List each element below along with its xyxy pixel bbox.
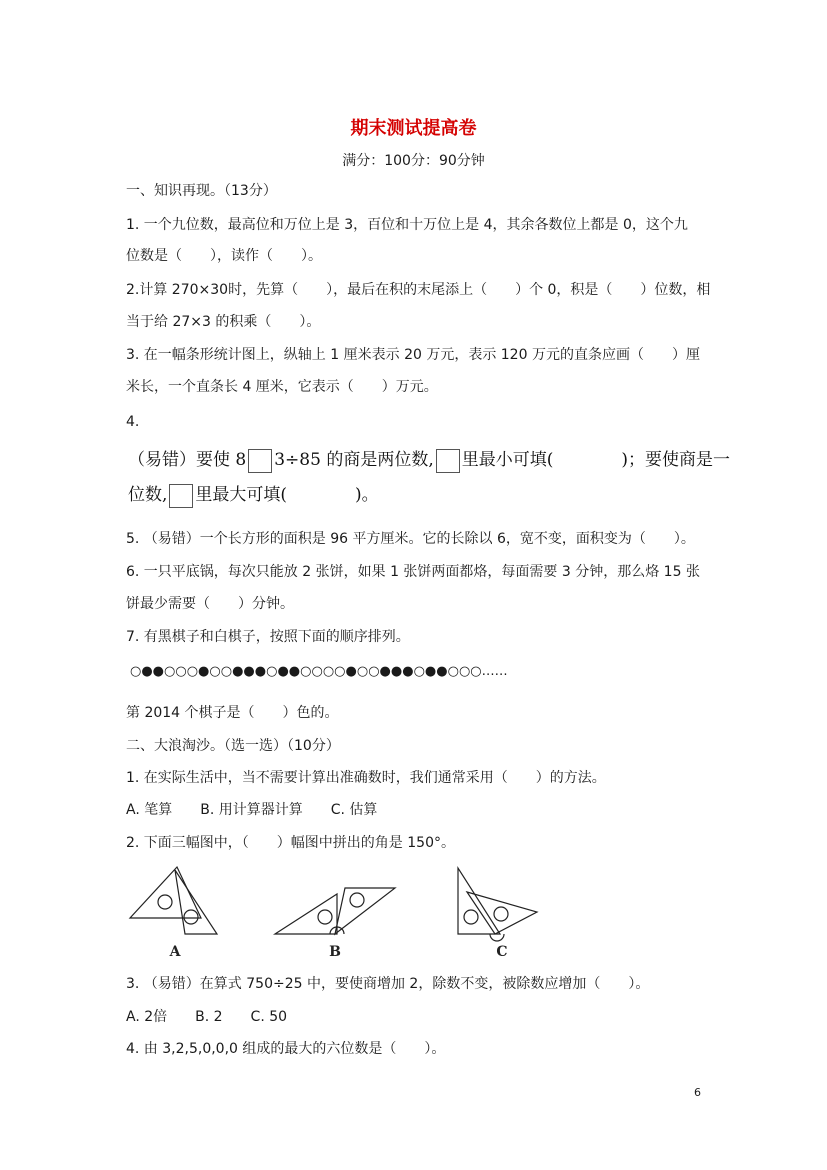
figure-c-circle-1 [464,910,478,924]
figure-c-angle-arc [490,934,504,941]
figure-a-circle-2 [184,910,198,924]
figure-b-circle-1 [318,910,332,924]
question-3-line-2: 米长，一个直条长 4 厘米，它表示（ ）万元。 [126,379,438,395]
question-7: 7. 有黑棋子和白棋子，按照下面的顺序排列。 [126,629,410,645]
question-4-part-4: 位数, [128,485,168,505]
question-3-line-1: 3. 在一幅条形统计图上，纵轴上 1 厘米表示 20 万元，表示 120 万元的直条应画（ ）厘 [126,347,700,363]
choice-question-4: 4. 由 3,2,5,0,0,0 组成的最大的六位数是（ ）。 [126,1041,446,1057]
question-1-line-2: 位数是（ ），读作（ ）。 [126,248,322,264]
choice-question-1-options: A. 笔算 B. 用计算器计算 C. 估算 [126,802,378,818]
figure-a-triangle-2 [175,870,217,934]
page-title: 期末测试提高卷 [350,118,477,139]
question-1-line-1: 1. 一个九位数，最高位和万位上是 3，百位和十万位上是 4，其余各数位上都是 0，这个九 [126,217,688,233]
question-6-line-2: 饼最少需要（ ）分钟。 [126,596,294,612]
figure-c-circle-2 [494,907,508,921]
figure-label-b: B [329,944,341,960]
choice-question-1: 1. 在实际生活中，当不需要计算出准确数时，我们通常采用（ ）的方法。 [126,770,606,786]
question-4-line-1 [128,447,730,473]
question-4-part-3: 里最小可填( )；要使商是一 [461,450,730,470]
question-4-part-5: 里最大可填( )。 [195,485,379,505]
section-2-heading: 二、大浪淘沙。（选一选）（10分） [126,738,340,754]
choice-question-3-options: A. 2倍 B. 2 C. 50 [126,1009,288,1025]
figure-a-circle-1 [158,895,172,909]
question-7-answer: 第 2014 个棋子是（ ）色的。 [126,705,339,721]
figure-b-triangle-1 [275,894,337,934]
blank-box [436,449,460,473]
blank-box [169,484,193,508]
figure-b-circle-2 [350,893,364,907]
triangle-figures [125,862,545,962]
question-5: 5. （易错）一个长方形的面积是 96 平方厘米。它的长除以 6，宽不变，面积变为（ ）。 [126,531,695,547]
figure-label-c: C [496,944,508,960]
question-4-number: 4. [126,414,140,430]
stone-sequence-text: ○●●○○○●○○●●●○●●○○○○●○○●●●○●●○○○ [130,664,482,679]
question-2-line-1: 2.计算 270×30时，先算（ ），最后在积的末尾添上（ ）个 0，积是（ ）位数，相 [126,282,711,298]
figure-b-triangle-2 [335,888,395,934]
figure-label-a: A [169,944,181,960]
choice-question-3: 3. （易错）在算式 750÷25 中，要使商增加 2，除数不变，被除数应增加（ ）。 [126,976,650,992]
question-4-part-1: （易错）要使 8 [128,450,247,470]
question-2-line-2: 当于给 27×3 的积乘（ ）。 [126,314,321,330]
question-6-line-1: 6. 一只平底锅，每次只能放 2 张饼，如果 1 张饼两面都烙，每面需要 3 分钟，那么烙 15 张 [126,564,700,580]
question-4-part-2: 3÷85 的商是两位数, [274,450,434,470]
page-subtitle: 满分：100分：90分钟 [342,153,485,169]
question-4-line-2 [128,482,379,508]
page-number: 6 [694,1086,701,1099]
stone-sequence [130,664,508,679]
section-1-heading: 一、知识再现。（13分） [126,183,277,199]
figure-c-triangle-1 [458,868,500,934]
choice-question-2: 2. 下面三幅图中，（ ）幅图中拼出的角是 150°。 [126,835,455,851]
stone-ellipsis: …… [481,664,508,679]
blank-box [248,449,272,473]
